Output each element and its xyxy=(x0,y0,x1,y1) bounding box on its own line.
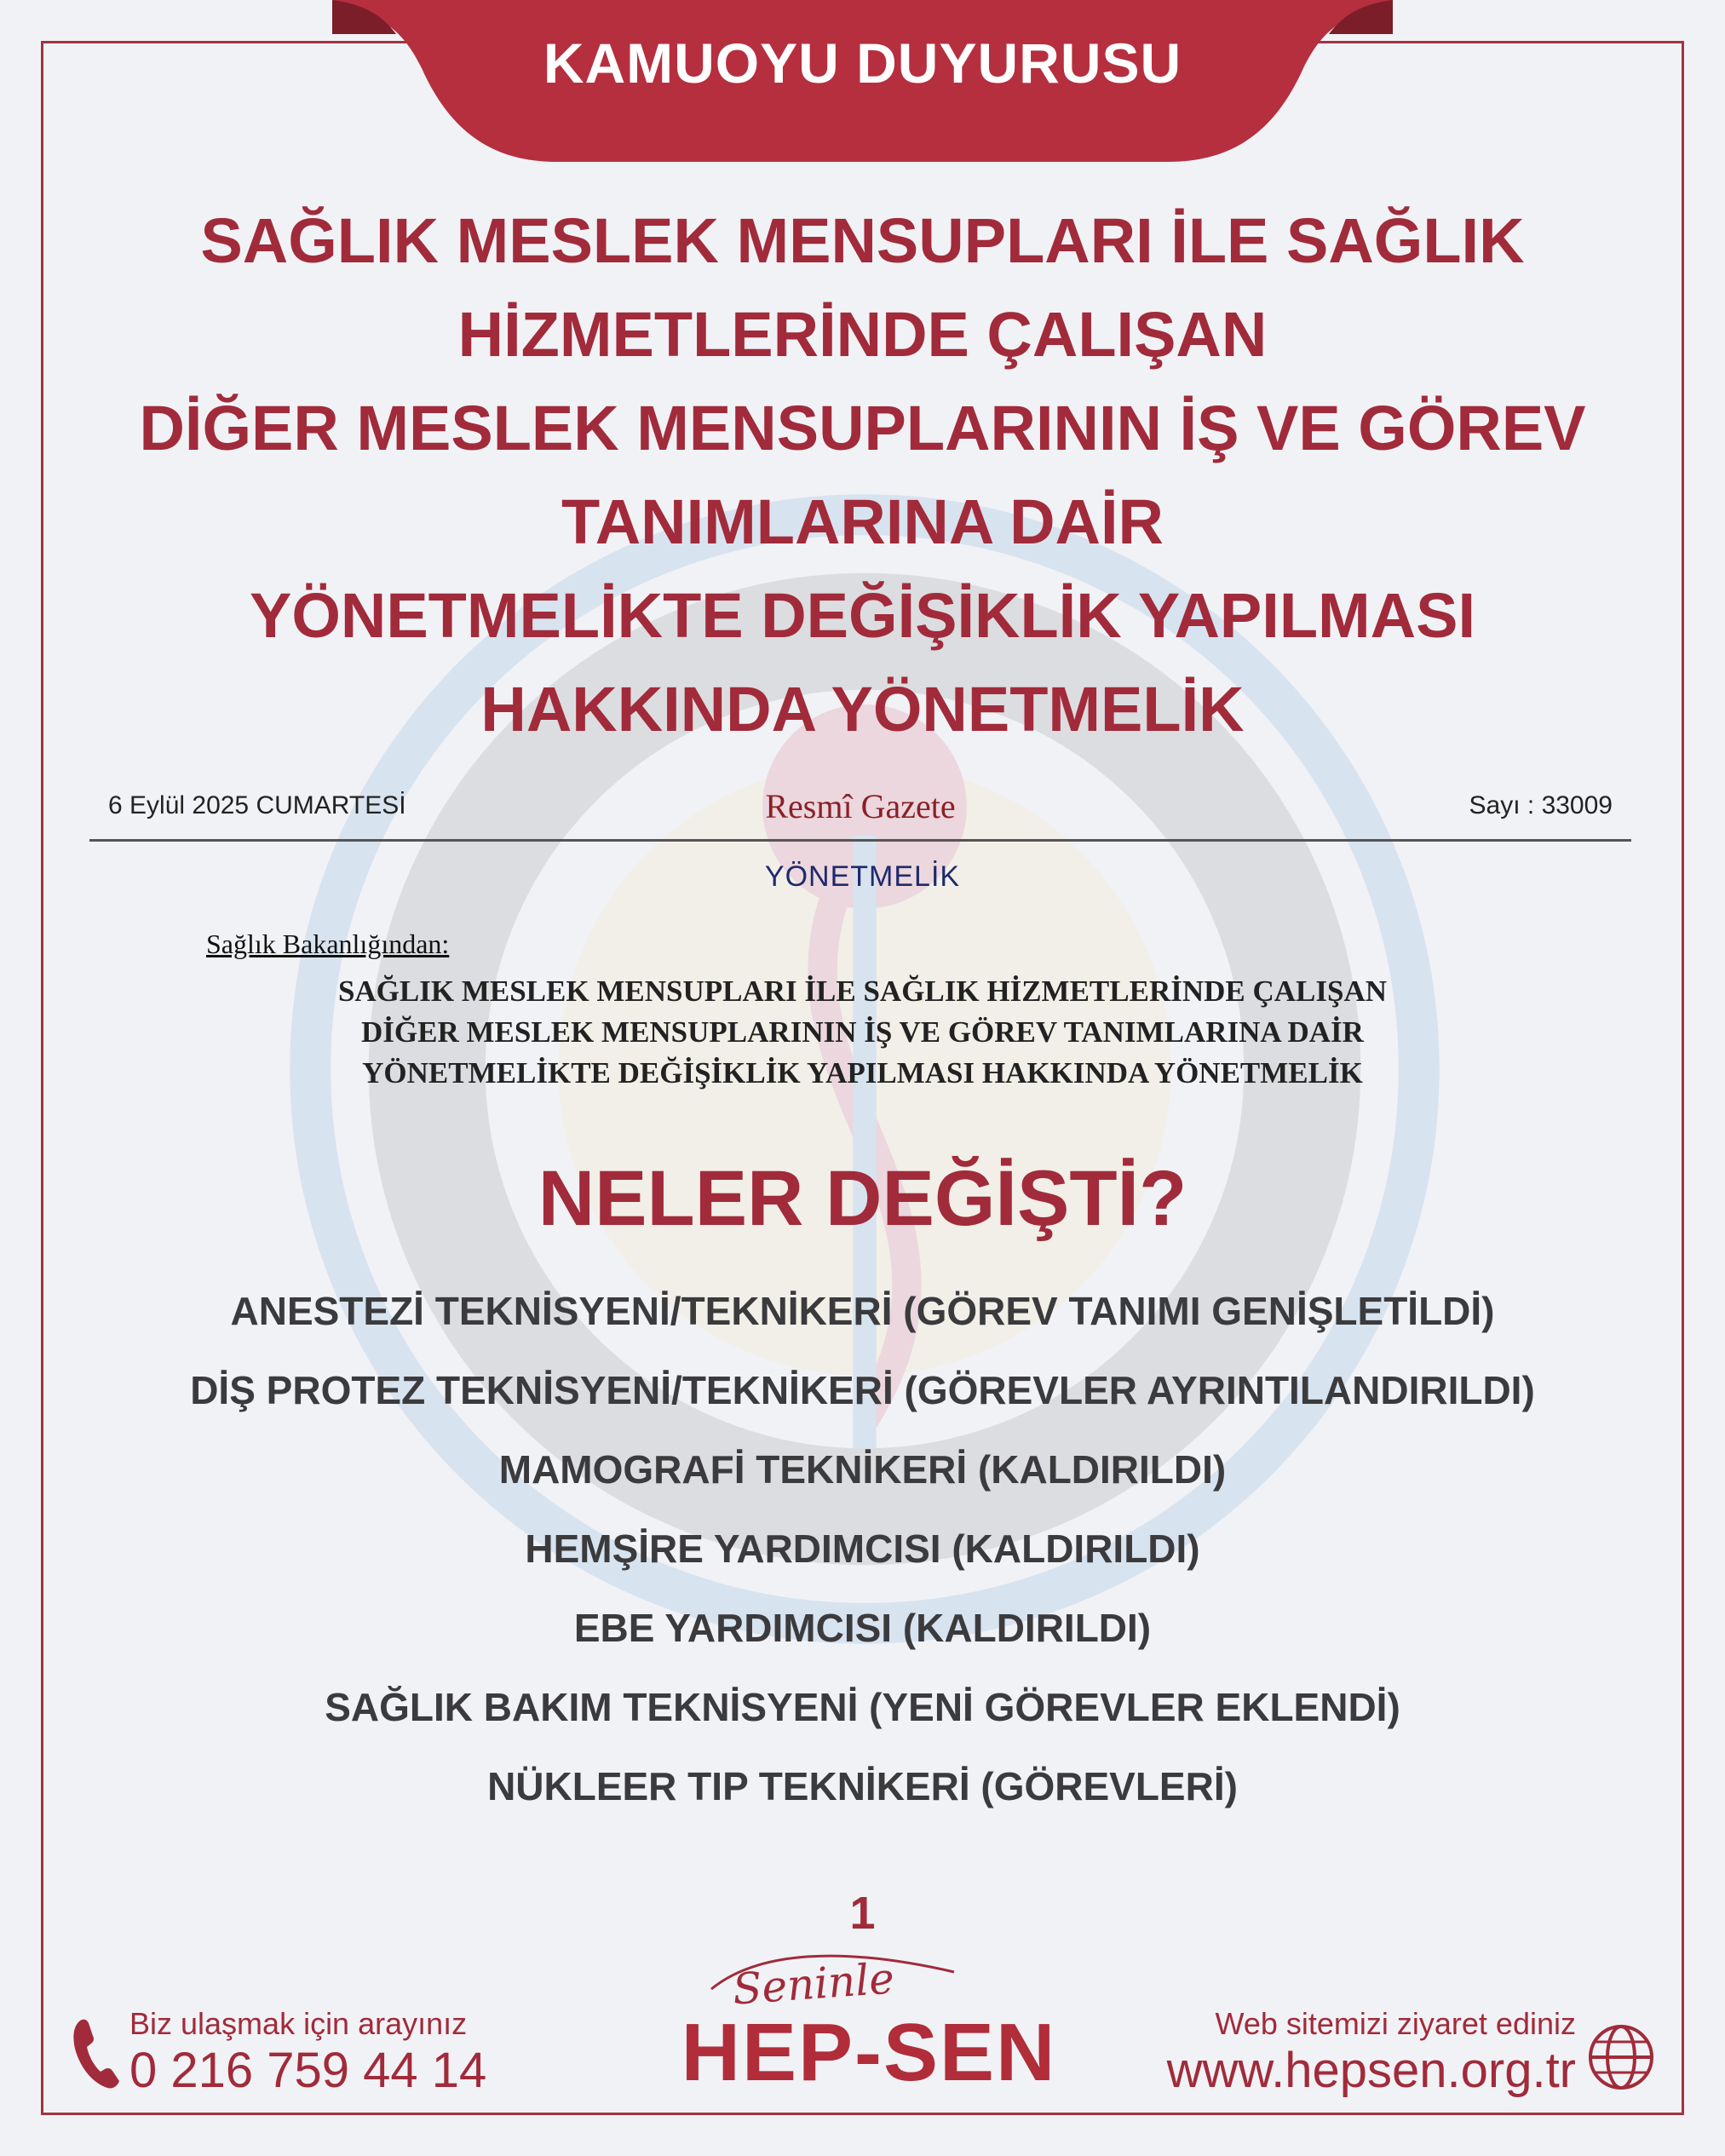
banner-title: KAMUOYU DUYURUSU xyxy=(543,32,1182,95)
title-line: HİZMETLERİNDE ÇALIŞAN xyxy=(457,299,1268,370)
gazette-regulation-title xyxy=(0,971,1725,1094)
globe-icon xyxy=(1587,2023,1655,2091)
title-line: DİĞER MESLEK MENSUPLARININ İŞ VE GÖREV xyxy=(139,393,1586,463)
main-title xyxy=(51,194,1674,756)
changes-list xyxy=(0,1286,1725,1841)
list-item: SAĞLIK BAKIM TEKNİSYENİ (YENİ GÖREVLER EKLENDİ) xyxy=(325,1685,1400,1729)
list-item: ANESTEZİ TEKNİSYENİ/TEKNİKERİ (GÖREV TANIMI GENİŞLETİLDİ) xyxy=(230,1289,1495,1333)
title-line: HAKKINDA YÖNETMELİK xyxy=(480,674,1245,745)
logo-main-text: HEP-SEN xyxy=(681,2007,1057,2098)
website-label: Web sitemizi ziyaret ediniz xyxy=(1215,2006,1576,2041)
gazette-ministry: Sağlık Bakanlığından: xyxy=(206,929,450,959)
gazette-title-line: DİĞER MESLEK MENSUPLARININ İŞ VE GÖREV TANIMLARINA DAİR xyxy=(361,1015,1364,1049)
gazette-issue: Sayı : 33009 xyxy=(1469,791,1613,819)
list-item: HEMŞİRE YARDIMCISI (KALDIRILDI) xyxy=(525,1526,1200,1571)
title-line: SAĞLIK MESLEK MENSUPLARI İLE SAĞLIK xyxy=(200,205,1525,276)
gazette-section: YÖNETMELİK xyxy=(764,860,961,893)
list-item: NÜKLEER TIP TEKNİKERİ (GÖREVLERİ) xyxy=(487,1764,1238,1808)
logo-script-text: Seninle xyxy=(731,1953,896,2015)
website-block xyxy=(873,2006,1725,2108)
gazette-header xyxy=(89,788,1631,842)
list-item: MAMOGRAFİ TEKNİKERİ (KALDIRILDI) xyxy=(498,1447,1227,1492)
phone-icon xyxy=(70,2015,121,2091)
title-line: TANIMLARINA DAİR xyxy=(561,486,1164,557)
changes-heading: NELER DEĞİŞTİ? xyxy=(538,1155,1187,1242)
website-link[interactable]: www.hepsen.org.tr xyxy=(1166,2043,1576,2098)
title-line: YÖNETMELİKTE DEĞİŞİKLİK YAPILMASI xyxy=(249,580,1476,651)
gazette-date: 6 Eylül 2025 CUMARTESİ xyxy=(108,791,406,819)
list-item: DİŞ PROTEZ TEKNİSYENİ/TEKNİKERİ (GÖREVLER AYRINTILANDIRILDI) xyxy=(190,1368,1535,1412)
list-item: EBE YARDIMCISI (KALDIRILDI) xyxy=(573,1606,1152,1650)
gazette-title-line: YÖNETMELİKTE DEĞİŞİKLİK YAPILMASI HAKKINDA YÖNETMELİK xyxy=(362,1056,1363,1089)
gazette-name: Resmî Gazete xyxy=(765,787,956,825)
gazette-title-line: SAĞLIK MESLEK MENSUPLARI İLE SAĞLIK HİZMETLERİNDE ÇALIŞAN xyxy=(337,975,1388,1008)
contact-label: Biz ulaşmak için arayınız xyxy=(129,2006,468,2041)
phone-number[interactable]: 0 216 759 44 14 xyxy=(129,2043,487,2098)
page-number: 1 xyxy=(849,1888,876,1939)
